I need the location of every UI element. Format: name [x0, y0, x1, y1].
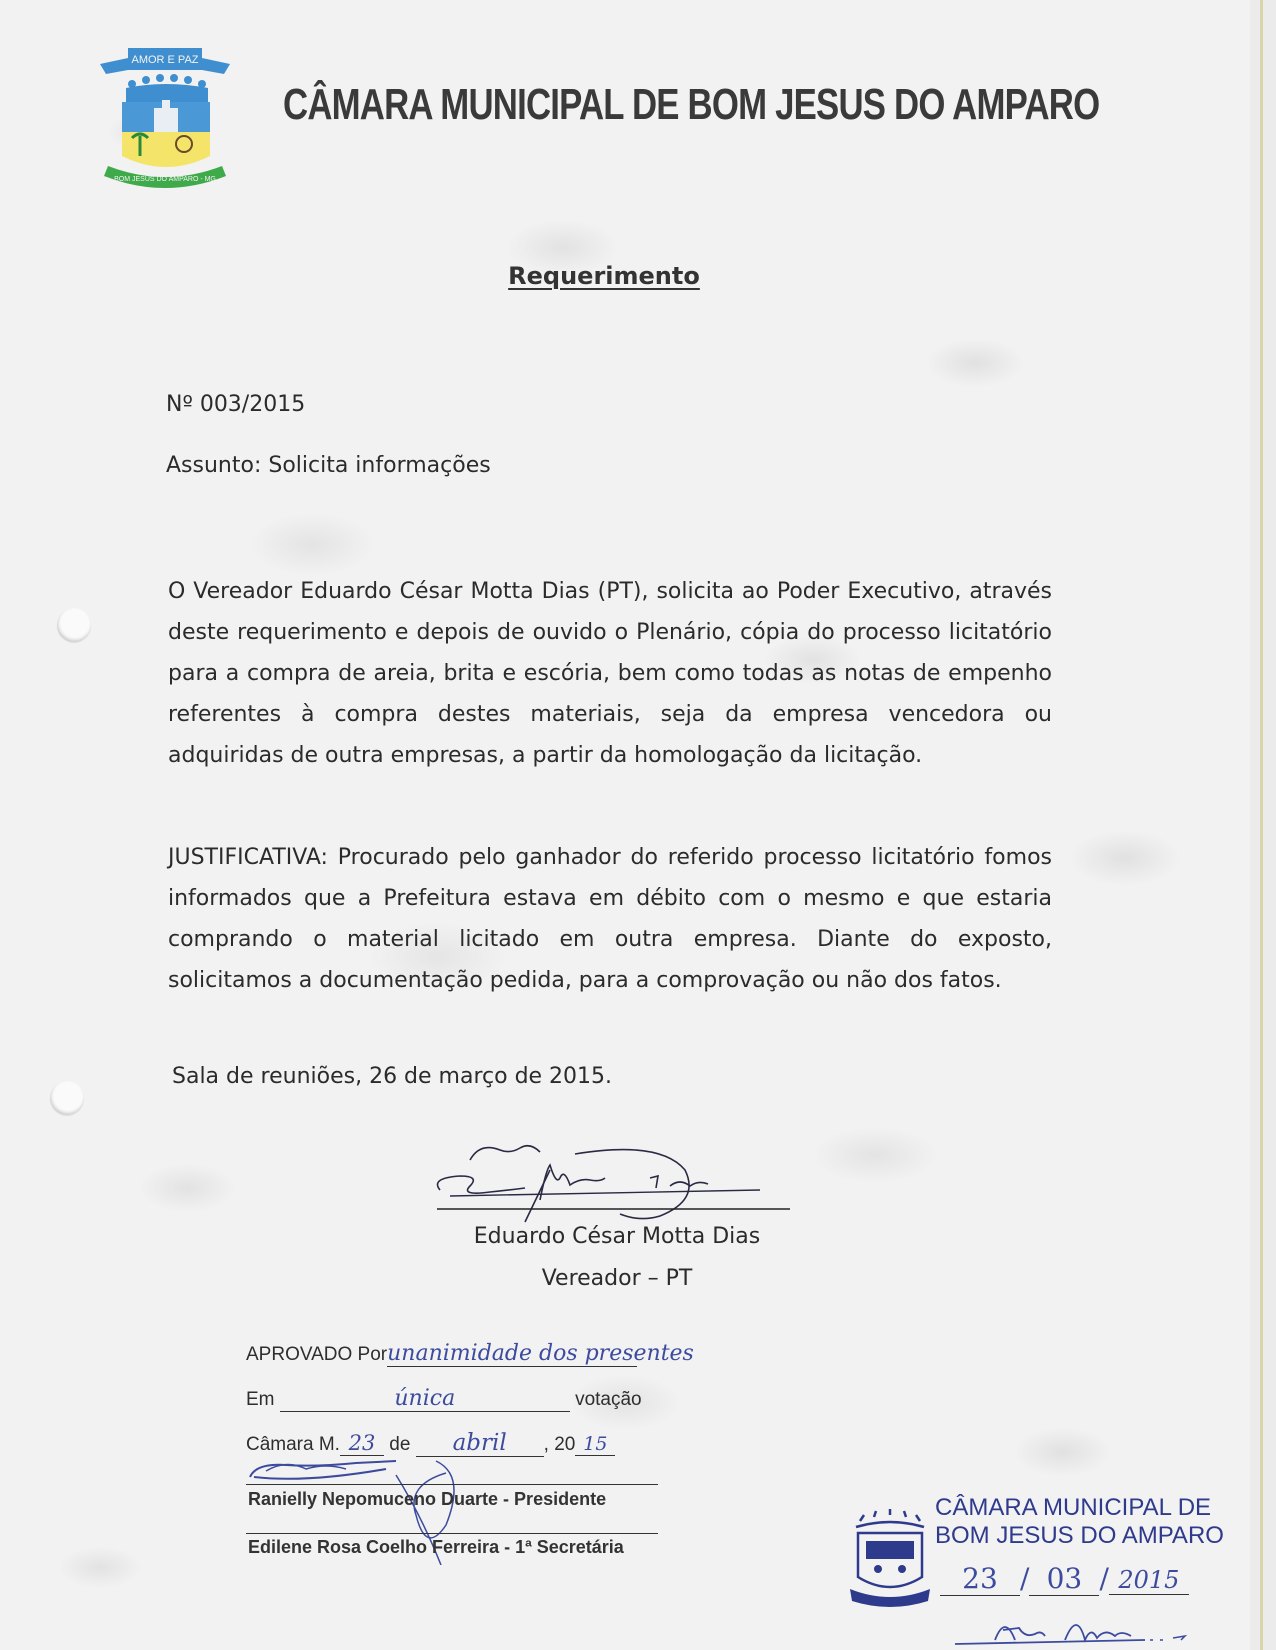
- stamp-date-sep-1: /: [1020, 1562, 1030, 1595]
- body-paragraph-justification: [168, 837, 1052, 1001]
- municipal-coat-of-arms-logo: [98, 38, 232, 198]
- stamp-date-sep-2: /: [1099, 1562, 1109, 1595]
- em-label: Em: [246, 1389, 275, 1410]
- stamp-coat-of-arms: [850, 1497, 930, 1607]
- stamp-line-2: BOM JESUS DO AMPARO: [935, 1522, 1224, 1549]
- secretary-signature-line: [246, 1533, 658, 1534]
- approved-value[interactable]: unanimidade dos presentes: [387, 1341, 694, 1366]
- signatory-name: Eduardo César Motta Dias: [473, 1224, 761, 1249]
- request-text: O Vereador Eduardo César Motta Dias (PT), solicita ao Poder Executivo, através deste requerimento e depois de ouvido o Plenário, cópia do processo licitatório para a compra de areia, brita e escória, bem como todas as notas de empenho referentes à compra destes materiais, seja da empresa vencedora ou adquiridas de outra empresas, a partir da homologação da licitação.: [168, 579, 1052, 768]
- votacao-label: votação: [575, 1389, 642, 1410]
- vote-value-field[interactable]: [280, 1386, 570, 1412]
- stamp-date: [940, 1562, 1220, 1596]
- secretary-name: Edilene Rosa Coelho Ferreira - 1ª Secretária: [248, 1537, 624, 1557]
- approval-line: [246, 1341, 694, 1367]
- document-subject: Assunto: Solicita informações: [166, 453, 491, 478]
- day-field[interactable]: 23: [340, 1431, 384, 1456]
- page-edge-line: [1260, 0, 1263, 1650]
- document-title: [0, 262, 1208, 290]
- stamp-signature-icon: [945, 1610, 1215, 1646]
- scanner-edge: [1250, 0, 1276, 1650]
- organization-name: CÂMARA MUNICIPAL DE BOM JESUS DO AMPARO: [283, 80, 1100, 129]
- vote-value: única: [394, 1386, 456, 1411]
- document-title-text: Requerimento: [508, 262, 700, 290]
- approved-label: APROVADO Por: [246, 1344, 388, 1365]
- date-line: [246, 1430, 615, 1457]
- place-and-date: Sala de reuniões, 26 de março de 2015.: [172, 1064, 613, 1089]
- svg-text:AMOR E PAZ: AMOR E PAZ: [131, 54, 199, 66]
- camara-label: Câmara M.: [246, 1434, 340, 1455]
- stamp-month: 03: [1029, 1562, 1099, 1596]
- councilor-signature: [430, 1130, 790, 1225]
- year-prefix: , 20: [543, 1434, 576, 1455]
- document-number: Nº 003/2015: [166, 392, 306, 417]
- body-paragraph-request: [168, 571, 1052, 776]
- stamp-signature: [945, 1610, 1215, 1646]
- coat-of-arms-icon: [98, 38, 232, 198]
- year-field[interactable]: 15: [575, 1433, 615, 1456]
- handwritten-signature-icon: [430, 1130, 790, 1225]
- stamp-line-1: CÂMARA MUNICIPAL DE: [935, 1494, 1212, 1521]
- svg-text:BOM JESUS DO AMPARO - MG: BOM JESUS DO AMPARO - MG: [114, 176, 216, 183]
- punch-hole-top: [57, 608, 91, 642]
- stamp-year: 2015: [1109, 1566, 1189, 1595]
- president-name: Ranielly Nepomuceno Duarte - Presidente: [248, 1489, 607, 1509]
- punch-hole-bottom: [50, 1081, 84, 1115]
- justification-text: JUSTIFICATIVA: Procurado pelo ganhador do referido processo licitatório fomos informados que a Prefeitura estava em débito com o mesmo e que estaria comprando o material licitado em outra empresa. Diante do exposto, solicitamos a documentação pedida, para a comprovação ou não dos fatos.: [168, 845, 1052, 993]
- stamp-emblem-icon: [850, 1497, 930, 1607]
- vote-line: [246, 1386, 642, 1412]
- de-label: de: [389, 1434, 411, 1455]
- signatory-role: Vereador – PT: [541, 1266, 693, 1291]
- stamp-day: 23: [940, 1562, 1020, 1596]
- president-signature-line: [246, 1484, 658, 1485]
- month-field[interactable]: abril: [416, 1430, 544, 1457]
